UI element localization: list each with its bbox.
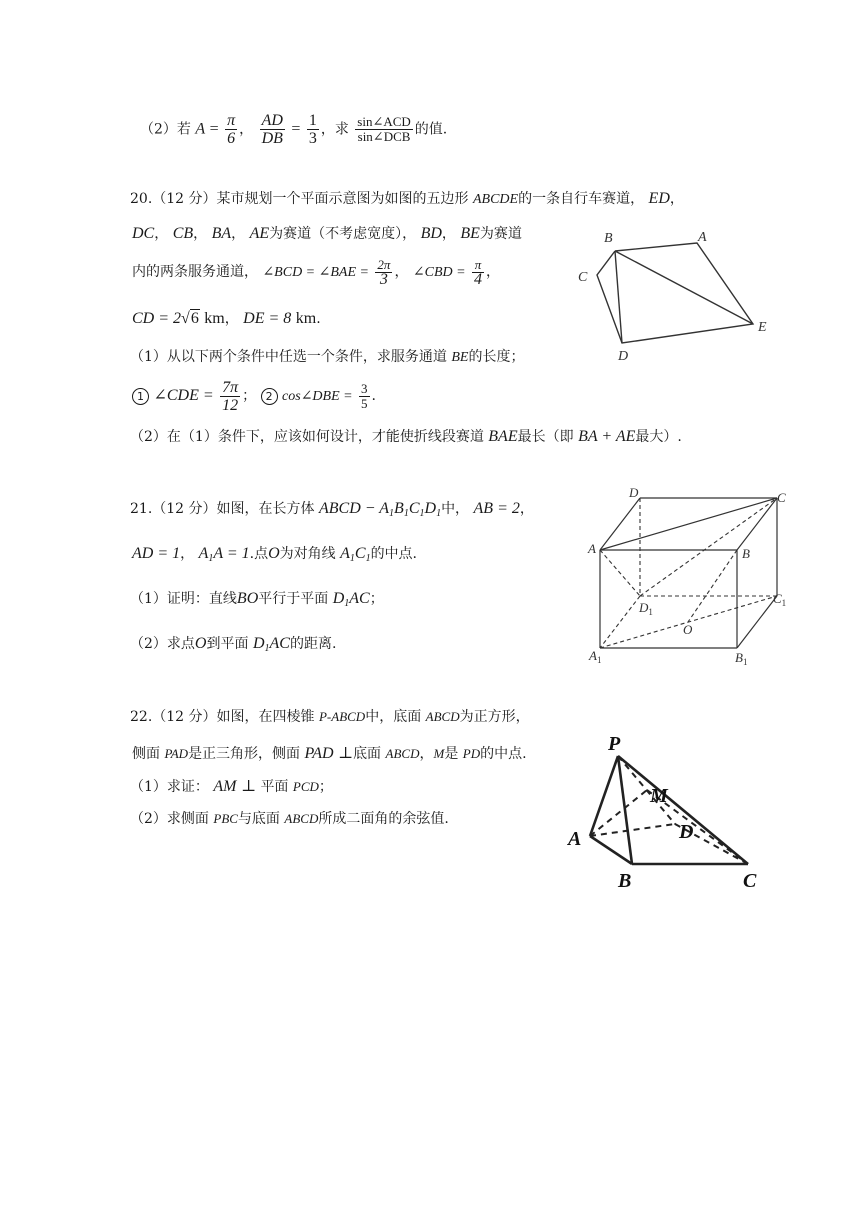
fraction-2pi-over-3: $\frac{2\pi}{3}$	[377, 256, 391, 288]
svg-text:C: C	[777, 490, 786, 505]
q19-part2-label: （2）若	[140, 121, 191, 138]
svg-text:D1: $D_1$	[639, 600, 653, 617]
q20-number: 20.	[130, 191, 153, 207]
q21-score: （12 分）	[152, 501, 217, 517]
fraction-pi-over-6: $\frac{\pi}{6}$	[227, 112, 236, 147]
q20-score: （12 分）	[152, 191, 217, 207]
q20-conditions: 1 ∠CDE = $\frac{7\pi}{12}$ ； 2 cos∠DBE = $\frac{3}{5}$ .	[132, 377, 376, 416]
svg-text:C: C	[743, 870, 757, 892]
fraction-pi-over-4: $\frac{\pi}{4}$	[474, 256, 483, 288]
q21-part2: （2）求点O到平面 $D_1AC$的距离.	[130, 635, 337, 654]
q21-number: 21.	[130, 501, 153, 517]
q20-part2: （2）在（1）条件下，应该如何设计，才能使折线段赛道 BAE最长（即 BA + AE最大）.	[130, 428, 682, 445]
svg-text:D: D	[629, 486, 639, 500]
svg-text:B1: $B_1$	[735, 650, 748, 667]
svg-text:M: M	[650, 785, 668, 807]
svg-text:A: A	[568, 828, 582, 850]
fraction-3-over-5: $\frac{3}{5}$	[361, 380, 368, 411]
q21-line-2: AD = 1， $A_1A = 1$.点O为对角线 $A_1C_1$的中点.	[132, 545, 418, 564]
label-b: B	[604, 231, 613, 246]
q22-number: 22.	[130, 709, 153, 725]
fraction-sin-ratio: $\frac{\text{sin∠ACD}}{\text{sin∠DCB}}$	[357, 114, 411, 144]
svg-text:P: P	[608, 733, 621, 755]
q22-part1: （1）求证： AM ⊥ 平面 PCD；	[130, 778, 333, 795]
q20-line-4: CD = 2√6 km， DE = 8 km.	[132, 310, 321, 327]
q20-part1: （1）从以下两个条件中任选一个条件，求服务通道 BE的长度；	[130, 349, 525, 365]
segment-d1c	[640, 498, 777, 596]
svg-text:O: O	[683, 622, 693, 637]
segment-be	[615, 251, 753, 324]
q21-part1: （1）证明：直线BO平行于平面 $D_1AC$；	[130, 590, 384, 609]
label-a: A	[698, 230, 707, 245]
q21-cuboid-figure	[585, 486, 795, 671]
q22-part2: （2）求侧面 PBC与底面 ABCD所成二面角的余弦值.	[130, 811, 449, 827]
label-d: D	[618, 349, 629, 364]
fraction-7pi-over-12: $\frac{7\pi}{12}$	[222, 378, 239, 414]
q22-line-1: 22.（12 分）如图，在四棱锥 P-ABCD中，底面 ABCD为正方形，	[130, 709, 530, 725]
fraction-1-over-3: $\frac{1}{3}$	[308, 112, 317, 147]
q20-line-3: 内的两条服务通道， ∠BCD = ∠BAE = $\frac{2\pi}{3}$ ， ∠CBD = $\frac{\pi}{4}$ ，	[132, 256, 501, 288]
label-e: E	[758, 320, 767, 335]
q19-part2: （2）若 A = $\frac{\pi}{6}$ ， $\frac{AD}{DB}$ = $\frac{1}{3}$ ，求 $\frac{\text{sin∠ACD}}{\text{sin∠DCB}}$ 的值.	[140, 112, 448, 147]
svg-text:A: A	[588, 541, 596, 556]
q22-line-2: 侧面 PAD是正三角形，侧面 PAD ⊥底面 ABCD，M是 PD的中点.	[132, 745, 527, 762]
q20-line-2: DC， CB， BA， AE为赛道（不考虑宽度）， BD， BE为赛道	[132, 225, 522, 242]
segment-ad1	[600, 550, 640, 596]
q22-score: （12 分）	[152, 709, 217, 725]
segment-bd	[615, 251, 622, 343]
q22-pyramid-figure	[560, 730, 775, 895]
svg-text:A1: $A_1$	[589, 648, 602, 665]
svg-text:C1: $C_1$	[773, 591, 787, 608]
circled-number-2: 2	[261, 388, 278, 405]
q21-line-1: 21.（12 分）如图，在长方体 ABCD − $A_1B_1C_1D_1$中， AB = 2，	[130, 500, 534, 519]
q20-pentagon-figure	[570, 222, 790, 367]
fraction-ad-over-db: $\frac{AD}{DB}$	[261, 112, 283, 147]
svg-text:B: B	[742, 546, 750, 561]
svg-text:B: B	[618, 870, 632, 892]
q20-line-1: 20.（12 分）某市规划一个平面示意图为如图的五边形 ABCDE的一条自行车赛道， ED，	[130, 190, 684, 207]
segment-bo	[688, 550, 737, 622]
circled-number-1: 1	[132, 388, 149, 405]
diagonal-ac	[600, 498, 777, 550]
svg-text:D: D	[679, 821, 694, 843]
label-c: C	[578, 270, 588, 285]
